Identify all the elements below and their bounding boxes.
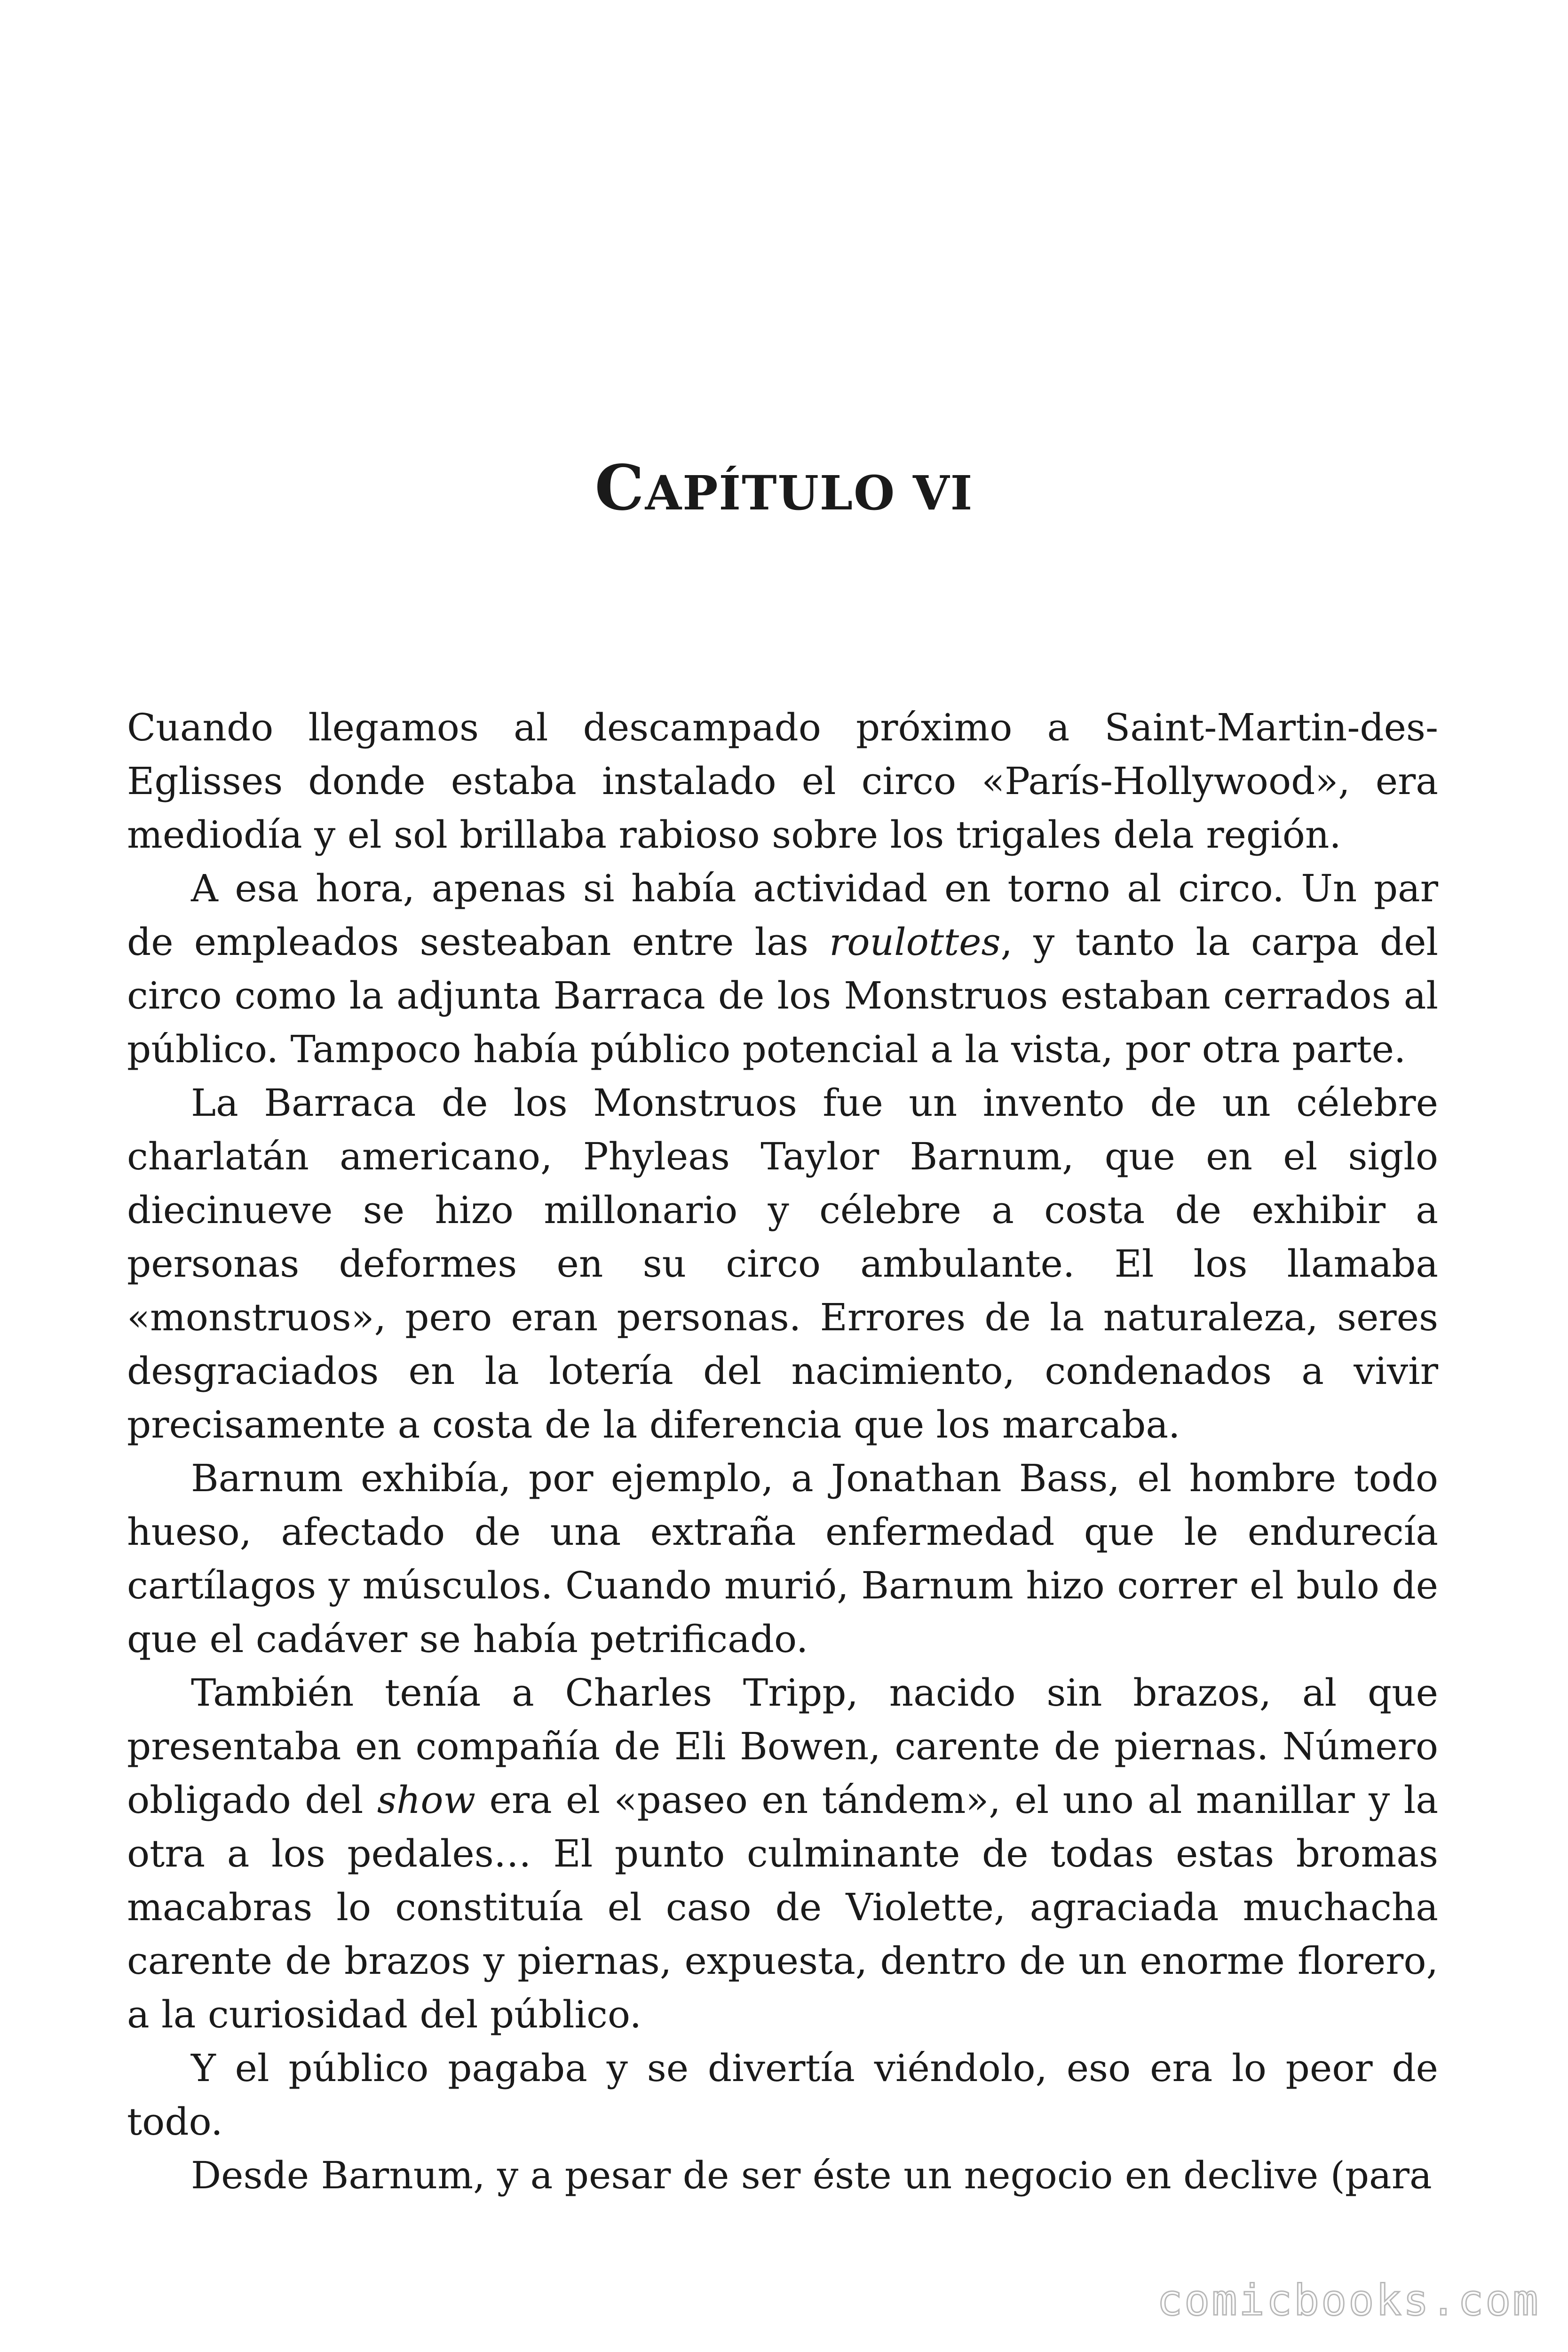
- paragraph: [127, 1076, 1438, 1452]
- paragraph: [127, 862, 1438, 1076]
- chapter-title: [0, 452, 1568, 524]
- paragraph: [127, 2149, 1438, 2202]
- paragraph-text: Desde Barnum, y a pesar de ser éste un negocio en declive (para: [191, 2153, 1432, 2197]
- paragraph: [127, 1666, 1438, 2042]
- italic-text: roulottes: [829, 920, 1001, 964]
- chapter-body: [127, 701, 1438, 2202]
- chapter-title-rest: APÍTULO VI: [645, 465, 974, 521]
- paragraph-text: era el «paseo en tándem», el uno al manillar y la otra a los pedales… El punto culminante de todas estas bromas macabras lo constituía el caso de Violette, agraciada muchacha carente de brazos y piernas, expuesta, dentro de un enorme florero, a la curiosidad del público.: [127, 1778, 1439, 2036]
- italic-text: show: [377, 1778, 476, 1822]
- paragraph-text: También tenía a Charles Tripp, nacido sin brazos, al que presentaba en compañía de Eli Bowen, carente de piernas. Número obligado del: [127, 1671, 1438, 1822]
- paragraph: [127, 1452, 1438, 1666]
- paragraph-text: Barnum exhibía, por ejemplo, a Jonathan Bass, el hombre todo hueso, afectado de una extraña enfermedad que le endurecía cartílagos y músculos. Cuando murió, Barnum hizo correr el bulo de que el cadáver se había petrificado.: [127, 1456, 1438, 1661]
- paragraph-text: A esa hora, apenas si había actividad en torno al circo. Un par de empleados sesteaban entre las: [127, 866, 1438, 964]
- paragraph: [127, 701, 1438, 862]
- chapter-title-initial: C: [594, 452, 645, 524]
- paragraph-text: Y el público pagaba y se divertía viéndolo, eso era lo peor de todo.: [127, 2046, 1438, 2144]
- paragraph-text: La Barraca de los Monstruos fue un invento de un célebre charlatán americano, Phyleas Taylor Barnum, que en el siglo diecinueve se hizo millonario y célebre a costa de exhibir a personas deformes en su circo ambulante. El los llamaba «monstruos», pero eran personas. Errores de la naturaleza, seres desgraciados en la lotería del nacimiento, condenados a vivir precisamente a costa de la diferencia que los marcaba.: [127, 1081, 1438, 1446]
- paragraph-text: Cuando llegamos al descampado próximo a Saint-Martin-des-Eglisses donde estaba instalado el circo «París-Hollywood», era mediodía y el sol brillaba rabioso sobre los trigales dela región.: [127, 706, 1438, 857]
- watermark: comicbooks.com: [1157, 2276, 1540, 2325]
- paragraph-text: , y tanto la carpa del circo como la adjunta Barraca de los Monstruos estaban cerrados al público. Tampoco había público potencial a la vista, por otra parte.: [127, 920, 1438, 1071]
- paragraph: [127, 2042, 1438, 2149]
